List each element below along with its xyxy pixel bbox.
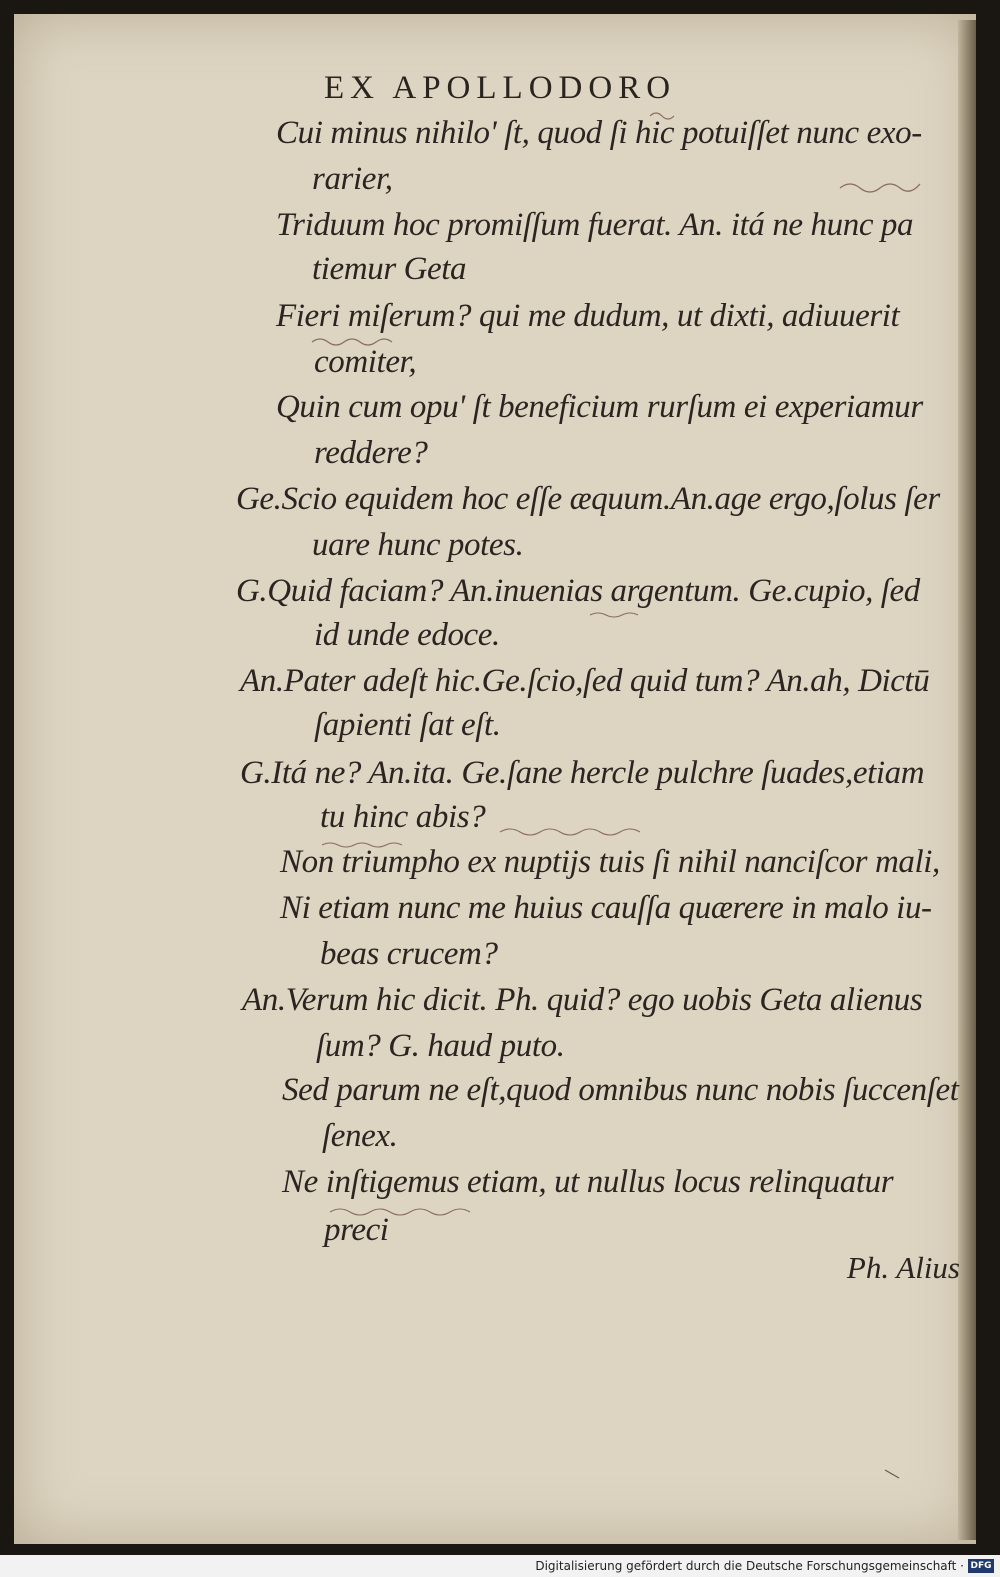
text-line: beas crucem? xyxy=(320,936,498,972)
text-line: Sed parum ne eſt,quod omnibus nunc nobis ſuccenſet xyxy=(282,1072,959,1108)
text-line: Ni etiam nunc me huius cauſſa quærere in malo iu- xyxy=(280,890,932,926)
text-line: comiter, xyxy=(314,344,417,380)
text-line: tiemur Geta xyxy=(312,251,467,287)
text-line: ſum? G. haud puto. xyxy=(316,1028,565,1064)
text-line: preci xyxy=(324,1212,389,1248)
text-line: uare hunc potes. xyxy=(312,527,524,563)
dfg-logo: DFG xyxy=(968,1559,994,1573)
text-line: An.Verum hic dicit. Ph. quid? ego uobis Geta alienus xyxy=(242,982,923,1018)
text-line: Fieri miſerum? qui me dudum, ut dixti, adiuuerit xyxy=(276,298,900,334)
text-line: Quin cum opu' ſt beneficium rurſum ei experiamur xyxy=(276,389,923,425)
text-line: G.Itá ne? An.ita. Ge.ſane hercle pulchre ſuades,etiam xyxy=(240,755,925,791)
text-line: ſapienti ſat eſt. xyxy=(314,707,501,743)
text-line: Non triumpho ex nuptijs tuis ſi nihil nanciſcor mali, xyxy=(280,844,940,880)
text-line: G.Quid faciam? An.inuenias argentum. Ge.cupio, ſed xyxy=(236,573,920,609)
text-line: Cui minus nihilo' ſt, quod ſi hic potuiſſet nunc exo- xyxy=(276,115,922,151)
catchword: Ph. Alius xyxy=(846,1250,960,1285)
text-line: Ne inſtigemus etiam, ut nullus locus relinquatur xyxy=(282,1164,894,1200)
text-line: id unde edoce. xyxy=(314,617,500,653)
footer-credit: Digitalisierung gefördert durch die Deutsche Forschungsgemeinschaft · xyxy=(535,1559,964,1573)
text-line: ſenex. xyxy=(322,1118,398,1154)
text-line: tu hinc abis? xyxy=(320,799,486,835)
text-line: reddere? xyxy=(314,435,428,471)
text-line: Triduum hoc promiſſum fuerat. An. itá ne hunc pa xyxy=(276,207,914,243)
text-line: rarier, xyxy=(312,161,393,197)
text-line: Ge.Scio equidem hoc eſſe æquum.An.age ergo,ſolus ſer xyxy=(236,481,940,517)
text-line: An.Pater adeſt hic.Ge.ſcio,ſed quid tum? An.ah, Dictū xyxy=(240,663,930,699)
running-title: EX APOLLODORO xyxy=(323,70,677,106)
